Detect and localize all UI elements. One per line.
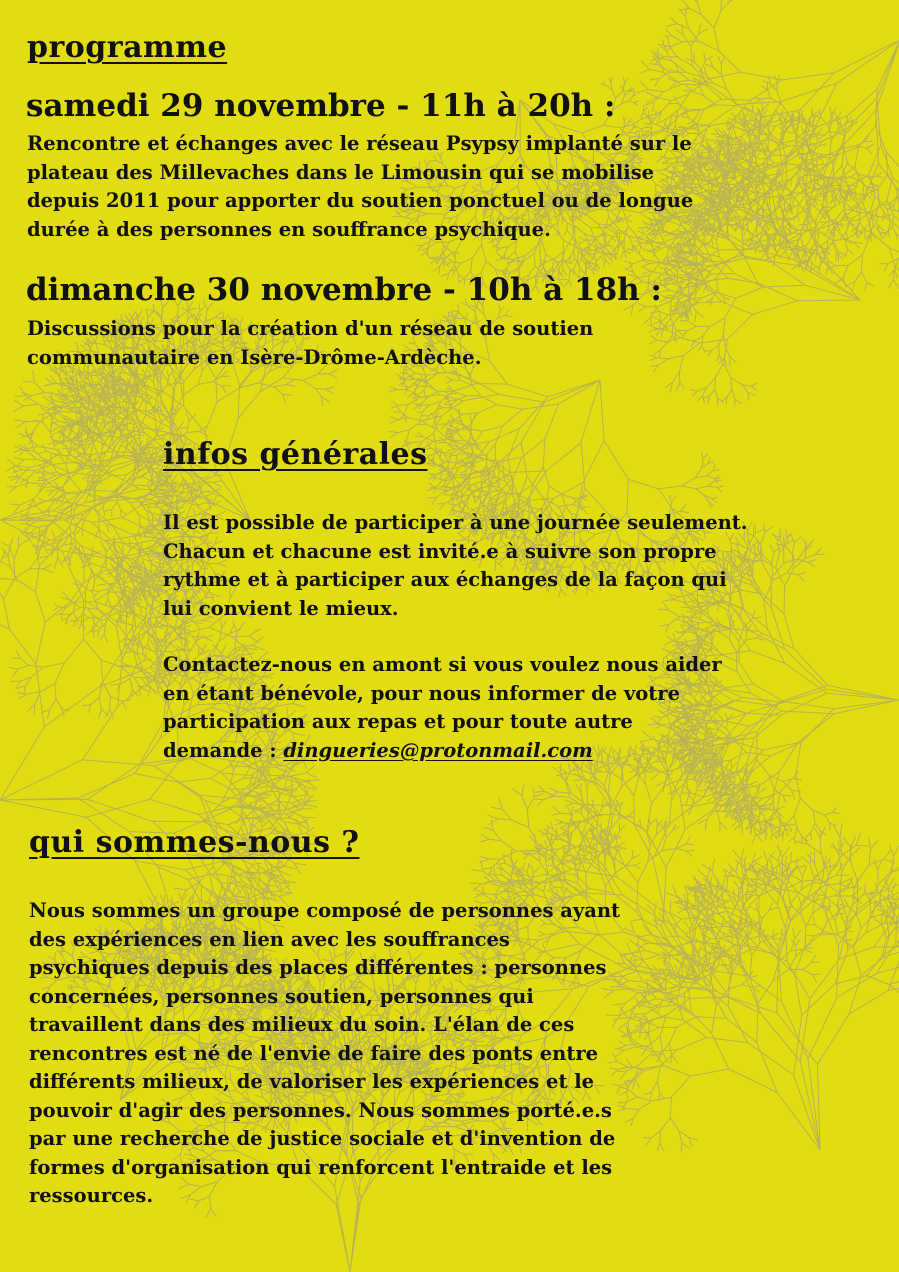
infos-generales-heading: infos générales: [163, 437, 428, 472]
contact-email-link[interactable]: dingueries@protonmail.com: [283, 738, 593, 762]
infos-paragraph-contact: Contactez-nous en amont si vous voulez nous aider en étant bénévole, pour nous informer de votre participation aux repas et pour toute autre demande : dingueries@protonmail.com: [163, 653, 722, 762]
sunday-description: Discussions pour la création d'un réseau de soutien communautaire en Isère-Drôme-Ardèche.: [27, 317, 594, 369]
saturday-description: Rencontre et échanges avec le réseau Psypsy implanté sur le plateau des Millevaches dans le Limousin qui se mobilise depuis 2011 pour apporter du soutien ponctuel ou de longue durée à des personnes en souffrance psychique.: [27, 132, 694, 241]
sunday-title: dimanche 30 novembre - 10h à 18h :: [26, 272, 662, 308]
about-paragraph: Nous sommes un groupe composé de personnes ayant des expériences en lien avec les souffrances psychiques depuis des places différentes : personnes concernées, personnes soutien, personnes qui travaillent dans des milieux du soin. L'élan de ces rencontres est né de l'envie de faire des ponts entre différents milieux, de valoriser les expériences et le pouvoir d'agir des personnes. Nous sommes porté.e.s par une recherche de justice sociale et d'invention de formes d'organisation qui renforcent l'entraide et les ressources.: [29, 899, 621, 1207]
saturday-title: samedi 29 novembre - 11h à 20h :: [26, 88, 616, 124]
programme-heading: programme: [27, 30, 228, 65]
qui-sommes-nous-heading: qui sommes-nous ?: [29, 825, 360, 860]
infos-paragraph-participation: Il est possible de participer à une journée seulement. Chacun et chacune est invité.e à suivre son propre rythme et à participer aux échanges de la façon qui lui convient le mieux.: [163, 511, 748, 620]
